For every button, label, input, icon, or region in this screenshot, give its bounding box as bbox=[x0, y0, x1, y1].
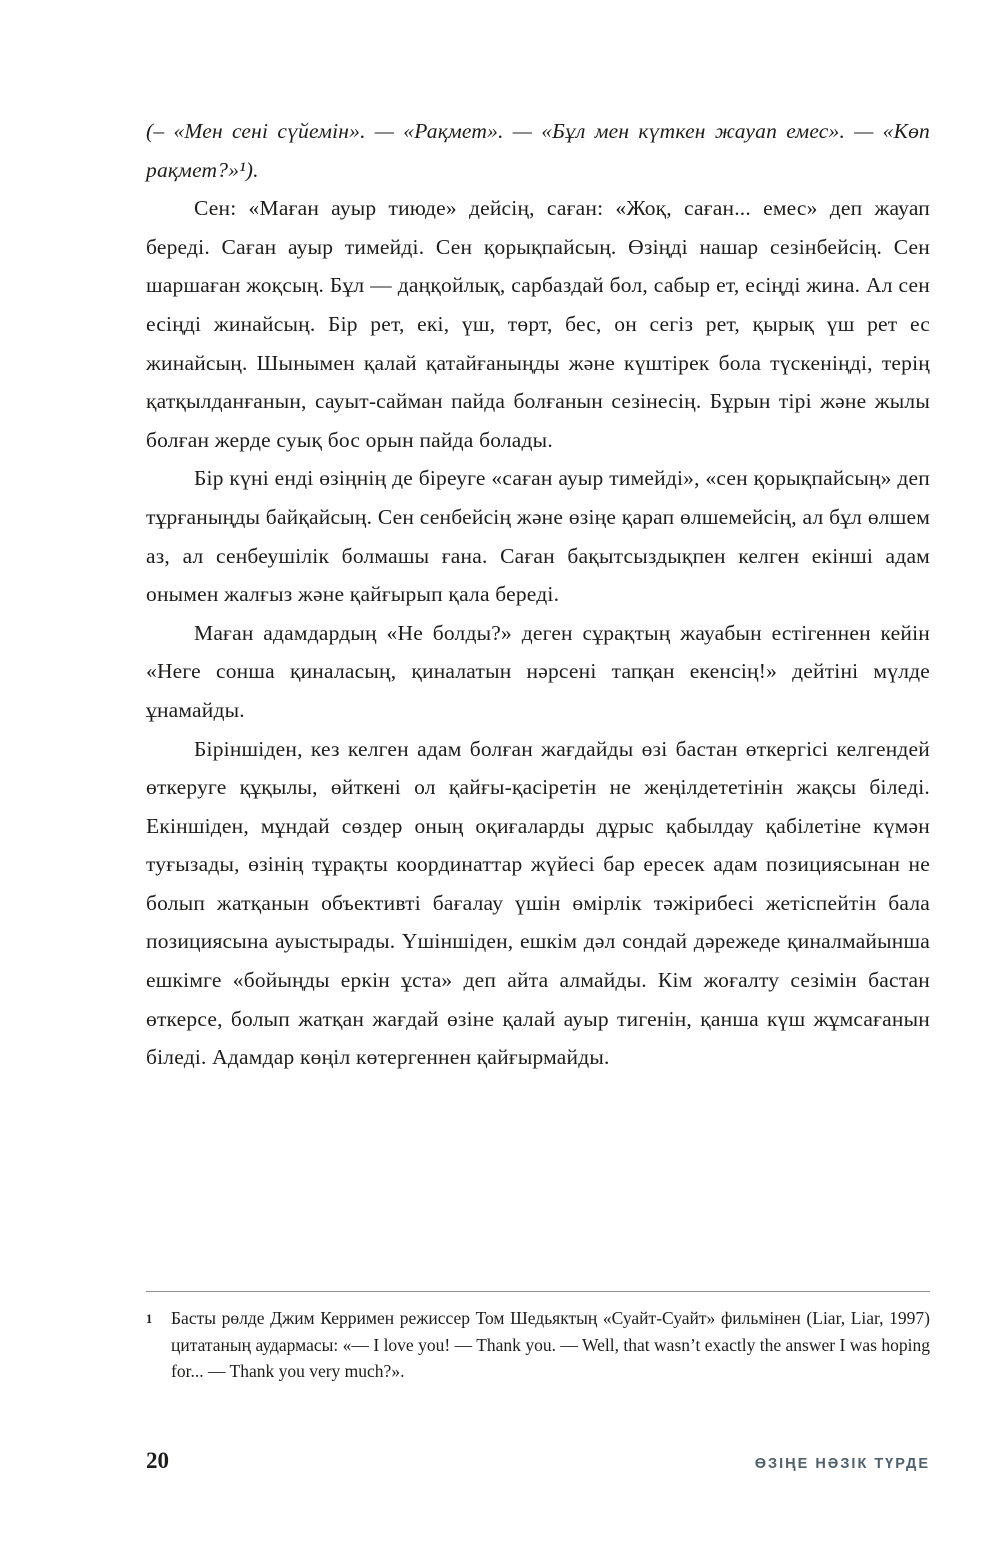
footnote-separator-rule bbox=[146, 1291, 930, 1292]
paragraph-body-1: Сен: «Маған ауыр тиюде» дейсің, саған: «Жоқ, саған... емес» деп жауап береді. Саған ауыр тимейді. Сен қорықпайсың. Өзіңді нашар сезінбейсің. Сен шаршаған жоқсың. Бұл — даңқойлық, сарбаздай бол, сабыр ет, есіңді жина. Ал сен есіңді жинайсың. Бір рет, екі, үш, төрт, бес, он сегіз рет, қырық үш рет ес жинайсың. Шынымен қалай қатайғаныңды және күштірек бола түскеніңді, терің қатқылданғанын, сауыт-сайман пайда болғанын сезінесің. Бұрын тірі және жылы болған жерде суық бос орын пайда болады. bbox=[146, 196, 930, 452]
paragraph-body-2: Бір күні енді өзіңнің де біреуге «саған ауыр тимейді», «сен қорықпайсың» деп тұрғаныңды байқайсың. Сен сенбейсің және өзіңе қарап өлшемейсің, ал бұл өлшем аз, ал сенбеушілік болмашы ғана. Саған бақытсыздықпен келген екінші адам онымен жалғыз және қайғырып қала береді. bbox=[146, 466, 930, 607]
page-number: 20 bbox=[146, 1448, 169, 1473]
footnote bbox=[146, 1305, 930, 1385]
footnote-marker: 1 bbox=[146, 1312, 153, 1326]
paragraph-body-3: Маған адамдардың «Не болды?» деген сұрақтың жауабын естігеннен кейін «Неге сонша қиналасың, қиналатын нәрсені тапқан екенсің!» дейтіні мүлде ұнамайды. bbox=[146, 620, 930, 722]
paragraph-body-4: Біріншіден, кез келген адам болған жағдайды өзі бастан өткергісі келгендей өткеруге құқылы, өйткені ол қайғы-қасіретін не жеңілдететінін жақсы біледі. Екіншіден, мұндай сөздер оның оқиғаларды дұрыс қабылдау қабілетіне күмән туғызады, өзінің тұрақты координаттар жүйесі бар ересек адам позициясынан не болып жатқанын объективті бағалау үшін өмірлік тәжірибесі жетіспейтін бала позициясына ауыстырады. Үшіншіден, ешкім дәл сондай дәрежеде қиналмайынша ешкімге «бойыңды еркін ұста» деп айта алмайды. Кім жоғалту сезімін бастан өткерсе, болып жатқан жағдай өзіне қалай ауыр тигенін, қанша күш жұмсағанын біледі. Адамдар көңіл көтергеннен қайғырмайды. bbox=[146, 736, 930, 1070]
page-footer bbox=[146, 1448, 930, 1474]
footnote-text: Басты рөлде Джим Керримен режиссер Том Шедьяктың «Суайт-Суайт» фильмінен (Liar, Liar, 1997) цитатаның аудармасы: «— I love you! — Thank you. — Well, that wasn’t exactly the answer I was hoping for... — Thank you very much?». bbox=[171, 1308, 930, 1381]
running-title: ӨЗІҢЕ НӘЗІК ТҮРДЕ bbox=[754, 1456, 930, 1472]
main-text bbox=[146, 112, 930, 1077]
footnote-block bbox=[146, 1291, 930, 1385]
paragraph-dialogue-opener: (– «Мен сені сүйемін». — «Рақмет». — «Бұл мен күткен жауап емес». — «Көп рақмет?»¹). bbox=[146, 119, 930, 182]
